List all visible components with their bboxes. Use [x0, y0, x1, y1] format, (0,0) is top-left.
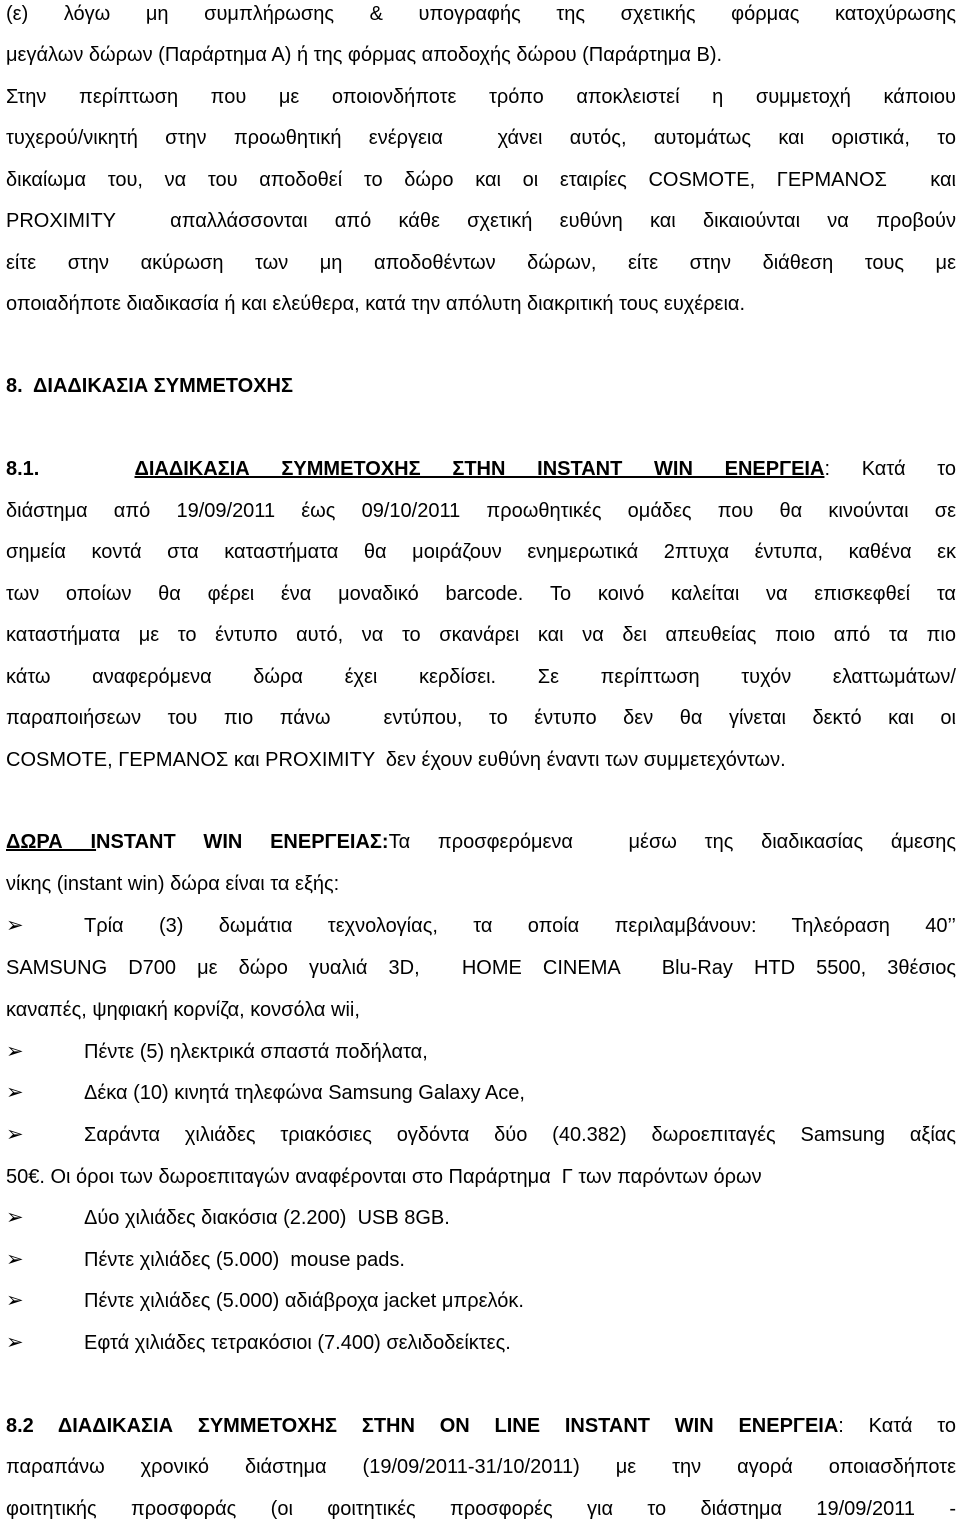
exclusion-line-2: τυχερού/νικητή στην προωθητική ενέργεια χάνει αυτός, αυτομάτως και οριστικά, το [6, 127, 956, 149]
section-8-1-line-8: COSMOTE, ΓΕΡΜΑΝΟΣ και PROXIMITY δεν έχουν ευθύνη έναντι των συμμετεχόντων. [6, 749, 786, 771]
gift-item-1-line-1: Τρία (3) δωμάτια τεχνολογίας, τα οποία περιλαμβάνουν: Τηλεόραση 40’’ [84, 915, 956, 937]
section-8-2-line-2: παραπάνω χρονικό διάστημα (19/09/2011-31/10/2011) με την αγορά οποιασδήποτε [6, 1456, 956, 1478]
gift-item-1-line-2: SAMSUNG D700 με δώρο γυαλιά 3D, HOME CINEMA Blu-Ray HTD 5500, 3θέσιος [6, 957, 956, 979]
gift-item-4-line-2: 50€. Οι όροι των δωροεπιταγών αναφέρονται στο Παράρτημα Γ των παρόντων όρων [6, 1166, 762, 1188]
section-8-1-line-6: κάτω αναφερόμενα δώρα έχει κερδίσει. Σε περίπτωση τυχόν ελαττωμάτων/ [6, 666, 956, 688]
bullet-arrow-icon: ➢ [6, 1289, 24, 1312]
section-8-1-line-2: διάστημα από 19/09/2011 έως 09/10/2011 προωθητικές ομάδες που θα κινούνται σε [6, 500, 956, 522]
bullet-arrow-icon: ➢ [6, 1248, 24, 1271]
gift-item-1-line-3: καναπές, ψηφιακή κορνίζα, κονσόλα wii, [6, 999, 360, 1021]
gift-item-2: Πέντε (5) ηλεκτρικά σπαστά ποδήλατα, [84, 1041, 428, 1063]
section-8-heading: 8. ΔΙΑΔΙΚΑΣΙΑ ΣΥΜΜΕΤΟΧΗΣ [6, 375, 294, 397]
gifts-heading-underlined: ΔΩΡΑ I [6, 831, 97, 853]
gift-item-8: Εφτά χιλιάδες τετρακόσιοι (7.400) σελιδοδείκτες. [84, 1332, 511, 1354]
bullet-arrow-icon: ➢ [6, 1040, 24, 1063]
section-8-1-line-4: των οποίων θα φέρει ένα μοναδικό barcode. Το κοινό καλείται να επισκεφθεί τα [6, 583, 956, 605]
gifts-heading-line [6, 828, 956, 856]
exclusion-line-4: PROXIMITY απαλλάσσονται από κάθε σχετική ευθύνη και δικαιούνται να προβούν [6, 210, 956, 232]
section-8-1-line-3: σημεία κοντά στα καταστήματα θα μοιράζουν ενημερωτικά 2πτυχα έντυπα, καθένα εκ [6, 541, 956, 563]
gift-item-5: Δύο χιλιάδες διακόσια (2.200) USB 8GB. [84, 1207, 450, 1229]
section-8-2-heading: 8.2 ΔΙΑΔΙΚΑΣΙΑ ΣΥΜΜΕΤΟΧΗΣ ΣΤΗΝ ON LINE INSTANT WIN ΕΝΕΡΓΕΙΑ [6, 1415, 839, 1437]
section-8-2-line-3: φοιτητικής προσφοράς (οι φοιτητικές προσφορές για το διάστημα 19/09/2011 - [6, 1498, 956, 1520]
bullet-arrow-icon: ➢ [6, 1206, 24, 1229]
exclusion-line-5: είτε στην ακύρωση των μη αποδοθέντων δώρων, είτε στην διάθεση τους με [6, 252, 956, 274]
gift-item-7: Πέντε χιλιάδες (5.000) αδιάβροχα jacket μπρελόκ. [84, 1290, 524, 1312]
section-8-1-first-line [6, 455, 956, 483]
section-8-1-line-5: καταστήματα με το έντυπο αυτό, να το σκανάρει και να δει απευθείας ποιο από τα πιο [6, 624, 956, 646]
section-8-1-line-7: παραποιήσεων του πιο πάνω εντύπου, το έντυπο δεν θα γίνεται δεκτό και οι [6, 707, 956, 729]
bullet-arrow-icon: ➢ [6, 1331, 24, 1354]
section-8-2-first-line [6, 1412, 956, 1440]
exclusion-line-3: δικαίωμα του, να του αποδοθεί το δώρο και οι εταιρίες COSMOTE, ΓΕΡΜΑΝΟΣ και [6, 169, 956, 191]
para-e-line-2: μεγάλων δώρων (Παράρτημα Α) ή της φόρμας αποδοχής δώρου (Παράρτημα Β). [6, 44, 723, 66]
gift-item-3: Δέκα (10) κινητά τηλεφώνα Samsung Galaxy Ace, [84, 1082, 525, 1104]
gift-item-4-line-1: Σαράντα χιλιάδες τριακόσιες ογδόντα δύο (40.382) δωροεπιταγές Samsung αξίας [84, 1124, 956, 1146]
section-8-1-heading: ΔΙΑΔΙΚΑΣΙΑ ΣΥΜΜΕΤΟΧΗΣ ΣΤΗΝ INSTANT WIN ΕΝΕΡΓΕΙΑ [134, 458, 825, 480]
section-8-1-first-rest: : Κατά το [824, 458, 956, 480]
bullet-arrow-icon: ➢ [6, 1123, 24, 1146]
gift-item-6: Πέντε χιλιάδες (5.000) mouse pads. [84, 1249, 405, 1271]
bullet-arrow-icon: ➢ [6, 1081, 24, 1104]
section-8-1-number: 8.1. [6, 458, 40, 480]
para-e-line-1: (ε) λόγω μη συμπλήρωσης & υπογραφής της σχετικής φόρμας κατοχύρωσης [6, 3, 956, 25]
gifts-intro-first: Τα προσφερόμενα μέσω της διαδικασίας άμεσης [388, 831, 956, 853]
gifts-heading-rest: NSTANT WIN ΕΝΕΡΓΕΙΑΣ: [96, 831, 389, 853]
exclusion-line-6: οποιαδήποτε διαδικασία ή και ελεύθερα, κατά την απόλυτη διακριτική τους ευχέρεια. [6, 293, 746, 315]
section-8-2-first-rest: : Κατά το [838, 1415, 957, 1437]
exclusion-line-1: Στην περίπτωση που με οποιονδήποτε τρόπο αποκλειστεί η συμμετοχή κάποιου [6, 86, 956, 108]
bullet-arrow-icon: ➢ [6, 914, 24, 937]
gifts-intro-second: νίκης (instant win) δώρα είναι τα εξής: [6, 873, 340, 895]
